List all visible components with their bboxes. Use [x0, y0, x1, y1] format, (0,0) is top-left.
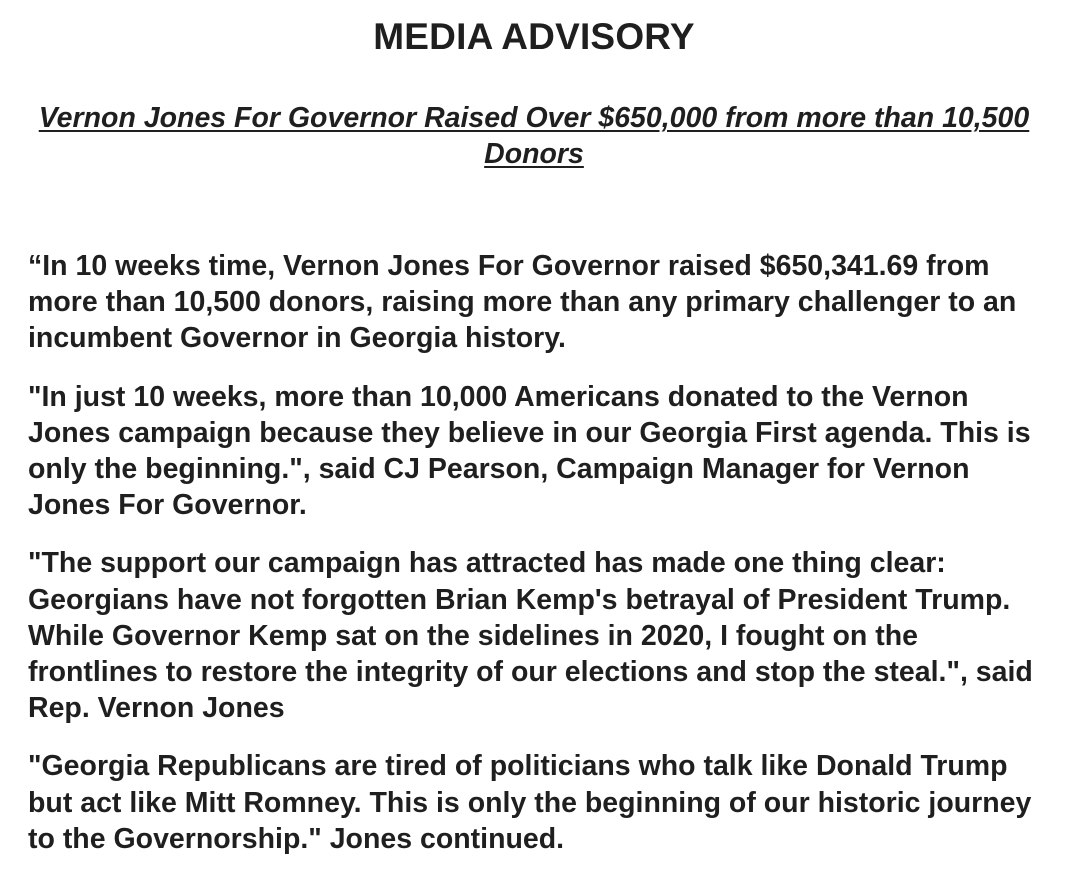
document-body	[28, 248, 1040, 857]
document-subtitle: Vernon Jones For Governor Raised Over $650,000 from more than 10,500 Donors	[38, 102, 1030, 170]
paragraph-fundraising-summary: “In 10 weeks time, Vernon Jones For Governor raised $650,341.69 from more than 10,500 donors, raising more than any primary challenger to an incumbent Governor in Georgia history.	[28, 250, 1017, 355]
paragraph-jones-quote: "The support our campaign has attracted has made one thing clear: Georgians have not forgotten Brian Kemp's betrayal of President Trump. While Governor Kemp sat on the sidelines in 2020, I fought on the frontlines to restore the integrity of our elections and stop the steal.", said Rep. Vernon Jones	[28, 547, 1033, 725]
paragraph-pearson-quote: "In just 10 weeks, more than 10,000 Americans donated to the Vernon Jones campaign because they believe in our Georgia First agenda. This is only the beginning.", said CJ Pearson, Campaign Manager for Vernon Jones For Governor.	[28, 380, 1031, 522]
document-title: MEDIA ADVISORY	[373, 16, 695, 57]
paragraph-jones-continued: "Georgia Republicans are tired of politicians who talk like Donald Trump but act like Mitt Romney. This is only the beginning of our historic journey to the Governorship." Jones continued.	[28, 750, 1032, 855]
